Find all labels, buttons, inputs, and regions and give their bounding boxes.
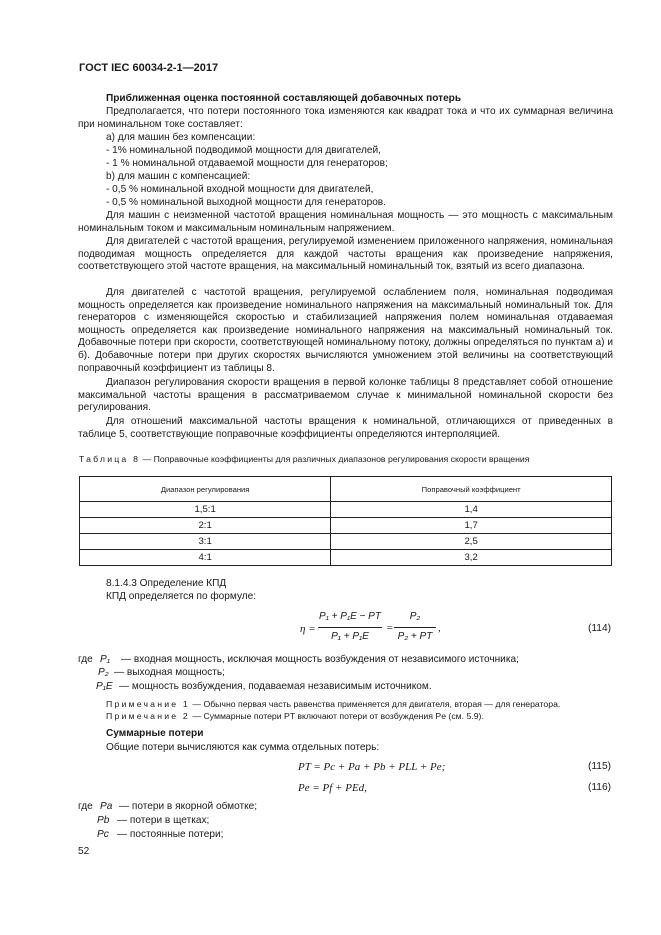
def-text-p2: — выходная мощность; (114, 667, 225, 678)
eq115-formula: PT = Pc + Pa + Pb + PLL + Pe; (298, 761, 446, 773)
eq114-fraction-bar-2 (394, 627, 436, 628)
paragraph-interpolation: Для отношений максимальной частоты вращения к номинальной, отличающихся от приведенных в таблице 5, соответствующие поправочные коэффициенты определяются интерполяцией. (78, 416, 613, 440)
eq114-comma: , (438, 622, 441, 634)
table-caption-label: Таблица 8 (79, 454, 141, 464)
paragraph-intro: Предполагается, что потери постоянного тока изменяются как квадрат тока и что их суммарная величина при номинальном токе составляет: (78, 106, 613, 130)
page-number: 52 (78, 846, 90, 857)
paragraph-voltage-control: Для двигателей с частотой вращения, регулируемой изменением приложенного напряжения, номинальная подводимая мощность определяется для каждой частоты вращения как произведение напряжения, соответствующего этой частоте вращения, на максимальный номинальный ток, взятый из всего диапазона. (78, 236, 613, 273)
list-item-a1: - 1% номинальной подводимой мощности для двигателей, (106, 145, 381, 156)
total-losses-intro: Общие потери вычисляются как сумма отдельных потерь: (106, 742, 380, 753)
list-item-b1: - 0,5 % номинальной входной мощности для двигателей, (106, 184, 374, 195)
where-lead-2: где (78, 801, 93, 812)
table-cell-range: 3:1 (80, 534, 331, 550)
table-cell-factor: 1,4 (331, 502, 612, 518)
note-1 (106, 699, 560, 709)
def-text-p1: — входная мощность, исключая мощность возбуждения от независимого источника; (121, 654, 519, 665)
table-caption-text: — Поправочные коэффициенты для различных диапазонов регулирования скорости вращения (140, 454, 530, 464)
table-header-row (80, 477, 612, 502)
table-cell-range: 1,5:1 (80, 502, 331, 518)
eq115-number: (115) (588, 761, 612, 772)
def-var-pc: Pc (97, 829, 109, 840)
formula-intro: КПД определяется по формуле: (106, 591, 257, 602)
note-2-text: — Суммарные потери PT включают потери от возбуждения Pe (см. 5.9). (189, 711, 484, 721)
def-text-p1e: — мощность возбуждения, подаваемая независимым источником. (119, 681, 432, 692)
table-cell-range: 2:1 (80, 518, 331, 534)
eq114-fraction-bar-1 (318, 627, 382, 628)
note-1-text: — Обычно первая часть равенства применяется для двигателя, вторая — для генератора. (189, 699, 561, 709)
eq114-equals: = (386, 622, 394, 634)
eq114-num1: P₁ + P₁E − PT (319, 611, 381, 622)
total-losses-title: Суммарные потери (106, 728, 204, 739)
eq116-number: (116) (588, 782, 612, 793)
note-2-label: Примечание 2 (106, 711, 190, 721)
paragraph-range: Диапазон регулирования скорости вращения в первой колонке таблицы 8 представляет собой отношение максимальной частоты вращения в рассматриваемом случае к минимальной номинальной скорости без регулирования. (78, 377, 613, 414)
list-item-a2: - 1 % номинальной отдаваемой мощности для генераторов; (106, 158, 388, 169)
table-cell-factor: 2,5 (331, 534, 612, 550)
table-header-range: Диапазон регулирования (80, 477, 331, 502)
def-text-pb: — потери в щетках; (117, 815, 210, 826)
table-row (80, 550, 612, 566)
table-cell-range: 4:1 (80, 550, 331, 566)
eq114-den2: P₂ + PT (397, 631, 433, 642)
table-row (80, 502, 612, 518)
where-lead-1: где (78, 654, 93, 665)
table-cell-factor: 3,2 (331, 550, 612, 566)
def-var-pa: Pa (100, 801, 113, 812)
table-row (80, 534, 612, 550)
eq116-formula: Pe = Pf + PEd, (298, 782, 367, 794)
note-2 (106, 711, 484, 721)
table-header-factor: Поправочный коэффициент (331, 477, 612, 502)
eq114-num2: P₂ (409, 611, 421, 622)
paragraph-constant-speed: Для машин с неизменной частотой вращения номинальная мощность — это мощность с максимальным номинальным током и максимальным номинальным напряжением. (78, 210, 613, 234)
list-item-a: a) для машин без компенсации: (106, 132, 256, 143)
paragraph-field-weakening: Для двигателей с частотой вращения, регулируемой ослаблением поля, номинальная подводимая мощность определяется как произведение номинального напряжения на максимальный номинальный ток. Для генераторов с изменяющейся скоростью и стабилизацией напряжения полем номинальная отдаваемая мощность определяется как произведение номинального напряжения на максимальный номинальный ток. Добавочные потери при скорости, соответствующей номинальному потоку, должны определяться по пунктам а) и б). Добавочные потери при других скоростях вычисляются умножением этой величины на соответствующий поправочный коэффициент из таблицы 8. (78, 287, 613, 374)
def-var-p1: P₁ (100, 654, 110, 665)
clause-heading: 8.1.4.3 Определение КПД (106, 578, 227, 589)
table-cell-factor: 1,7 (331, 518, 612, 534)
note-1-label: Примечание 1 (106, 699, 190, 709)
table-row (80, 518, 612, 534)
section-title: Приближенная оценка постоянной составляющей добавочных потерь (106, 93, 462, 104)
document-header: ГОСТ IEC 60034-2-1—2017 (79, 62, 219, 74)
def-text-pa: — потери в якорной обмотке; (119, 801, 258, 812)
def-var-p1e: P₁E (96, 681, 113, 692)
eq114-lhs: η = (300, 623, 316, 635)
def-text-pc: — постоянные потери; (117, 829, 224, 840)
eq114-den1: P₁ + P₁E (331, 631, 369, 642)
eq114-number: (114) (588, 623, 612, 634)
def-var-pb: Pb (97, 815, 110, 826)
correction-factor-table (79, 476, 612, 566)
def-var-p2: P₂ (98, 667, 109, 678)
list-item-b2: - 0,5 % номинальной выходной мощности для генераторов. (106, 197, 386, 208)
table-caption (79, 454, 530, 464)
list-item-b: b) для машин с компенсацией: (106, 171, 251, 182)
